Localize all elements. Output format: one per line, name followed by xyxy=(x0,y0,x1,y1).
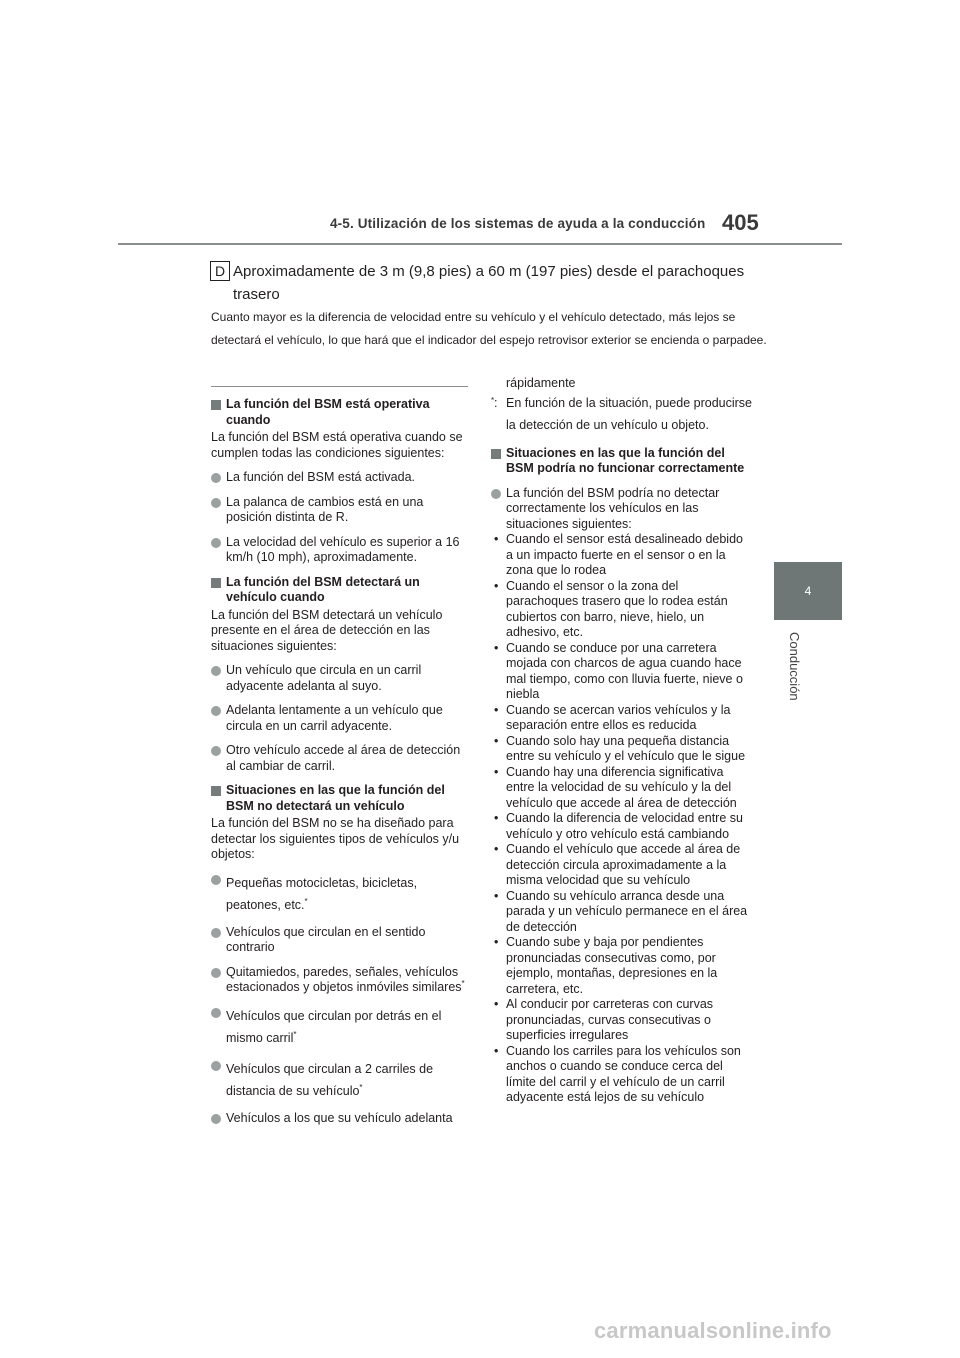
list-item: Pequeñas motocicletas, bicicletas, peatones, etc.* xyxy=(211,872,469,916)
list-item: Vehículos que circulan a 2 carriles de distancia de su vehículo* xyxy=(211,1058,469,1102)
sub-item: • Al conducir por carreteras con curvas pronunciadas, curvas consecutivas o superficies irregulares xyxy=(494,997,714,1042)
circle-bullet-icon xyxy=(211,538,221,548)
circle-bullet-icon xyxy=(211,473,221,483)
chapter-label: Conducción xyxy=(787,632,802,701)
sub-item: • Cuando su vehículo arranca desde una parada y un vehículo permanece en el área de detección xyxy=(494,888,748,934)
sub-item: • Cuando se conduce por una carretera mojada con charcos de agua cuando hace mal tiempo, como con lluvia fuerte, nieve o niebla xyxy=(494,640,743,701)
circle-bullet-icon xyxy=(211,746,221,756)
body-paragraph: La función del BSM detectará un vehículo presente en el área de detección en las situaciones siguientes: xyxy=(211,607,443,653)
circle-bullet-icon xyxy=(211,498,221,508)
continuation-text: rápidamente xyxy=(506,376,576,390)
circle-bullet-icon xyxy=(211,666,221,676)
watermark: carmanualsonline.info xyxy=(594,1318,832,1343)
list-item: La función del BSM está activada. xyxy=(211,470,469,486)
list-item: Vehículos que circulan en el sentido contrario xyxy=(211,925,469,956)
footnote: * : En función de la situación, puede producirse la detección de un vehículo u objeto. xyxy=(491,395,752,432)
circle-bullet-icon xyxy=(211,875,221,885)
left-column xyxy=(211,391,469,1126)
body-paragraph: La función del BSM no se ha diseñado para detectar los siguientes tipos de vehículos y/u objetos: xyxy=(211,816,460,861)
circle-bullet-icon xyxy=(211,928,221,938)
circle-bullet-icon xyxy=(491,489,501,499)
square-bullet-icon xyxy=(211,786,221,796)
list-item: Vehículos a los que su vehículo adelanta xyxy=(211,1111,469,1127)
section-heading: La función del BSM detectará un vehículo cuando xyxy=(211,575,469,606)
sub-item: • Cuando solo hay una pequeña distancia entre su vehículo y el vehículo que le sigue xyxy=(494,733,746,763)
callout-text: Aproximadamente de 3 m (9,8 pies) a 60 m (197 pies) desde el parachoques trasero xyxy=(233,263,745,303)
sub-item: • Cuando los carriles para los vehículos son anchos o cuando se conduce cerca del límite del carril y el vehículo de un carril adyacente está lejos de su vehículo xyxy=(494,1043,741,1104)
section-heading: La función del BSM está operativa cuando xyxy=(211,397,469,428)
sub-item: • Cuando el vehículo que accede al área de detección circula aproximadamente a la misma velocidad que su vehículo xyxy=(494,842,741,887)
callout-letter: D xyxy=(210,261,230,281)
section-heading: Situaciones en las que la función del BSM podría no funcionar correctamente xyxy=(491,446,753,477)
list-item: La palanca de cambios está en una posición distinta de R. xyxy=(211,495,469,526)
square-bullet-icon xyxy=(211,578,221,588)
section-heading: Situaciones en las que la función del BSM no detectará un vehículo xyxy=(211,783,469,814)
sub-item: • Cuando el sensor o la zona del parachoques trasero que lo rodea están cubiertos con barro, nieve, hielo, un adhesivo, etc. xyxy=(494,578,728,639)
circle-bullet-icon xyxy=(211,706,221,716)
right-column xyxy=(491,376,753,1106)
chapter-tab: 4 xyxy=(774,562,842,620)
list-item: La velocidad del vehículo es superior a 16 km/h (10 mph), aproximadamente. xyxy=(211,535,469,566)
list-item: Adelanta lentamente a un vehículo que circula en un carril adyacente. xyxy=(211,703,469,734)
list-item: La función del BSM podría no detectar correctamente los vehículos en las situaciones siguientes: xyxy=(491,486,753,533)
intro-paragraph: Cuanto mayor es la diferencia de velocidad entre su vehículo y el vehículo detectado, más lejos se detectará el vehículo, lo que hará que el indicador del espejo retrovisor exterior se encienda o parpadee. xyxy=(211,310,767,347)
circle-bullet-icon xyxy=(211,968,221,978)
sub-item: • Cuando hay una diferencia significativa entre la velocidad de su vehículo y la del vehículo que accede al área de detección xyxy=(494,764,737,810)
square-bullet-icon xyxy=(211,400,221,410)
square-bullet-icon xyxy=(491,449,501,459)
circle-bullet-icon xyxy=(211,1061,221,1071)
list-item: Vehículos que circulan por detrás en el mismo carril* xyxy=(211,1005,469,1049)
body-paragraph: La función del BSM está operativa cuando se cumplen todas las condiciones siguientes: xyxy=(211,430,463,460)
sub-item: • Cuando la diferencia de velocidad entre su vehículo y otro vehículo está cambiando xyxy=(494,811,743,841)
page-number: 405 xyxy=(722,210,759,235)
circle-bullet-icon xyxy=(211,1008,221,1018)
column-divider xyxy=(211,386,468,387)
list-item: Quitamiedos, paredes, señales, vehículos estacionados y objetos inmóviles similares* xyxy=(211,965,469,996)
sub-item: • Cuando el sensor está desalineado debido a un impacto fuerte en el sensor o en la zona que lo rodea xyxy=(494,532,743,577)
list-item: Otro vehículo accede al área de detección al cambiar de carril. xyxy=(211,743,469,774)
list-item: Un vehículo que circula en un carril adyacente adelanta al suyo. xyxy=(211,663,469,694)
header-divider xyxy=(118,243,842,245)
section-title: 4-5. Utilización de los sistemas de ayuda a la conducción xyxy=(330,216,706,231)
sub-item: • Cuando sube y baja por pendientes pronunciadas consecutivas como, por ejemplo, montañas, depresiones en la carretera, etc. xyxy=(494,935,718,996)
circle-bullet-icon xyxy=(211,1114,221,1124)
sub-item: • Cuando se acercan varios vehículos y la separación entre ellos es reducida xyxy=(494,702,731,732)
